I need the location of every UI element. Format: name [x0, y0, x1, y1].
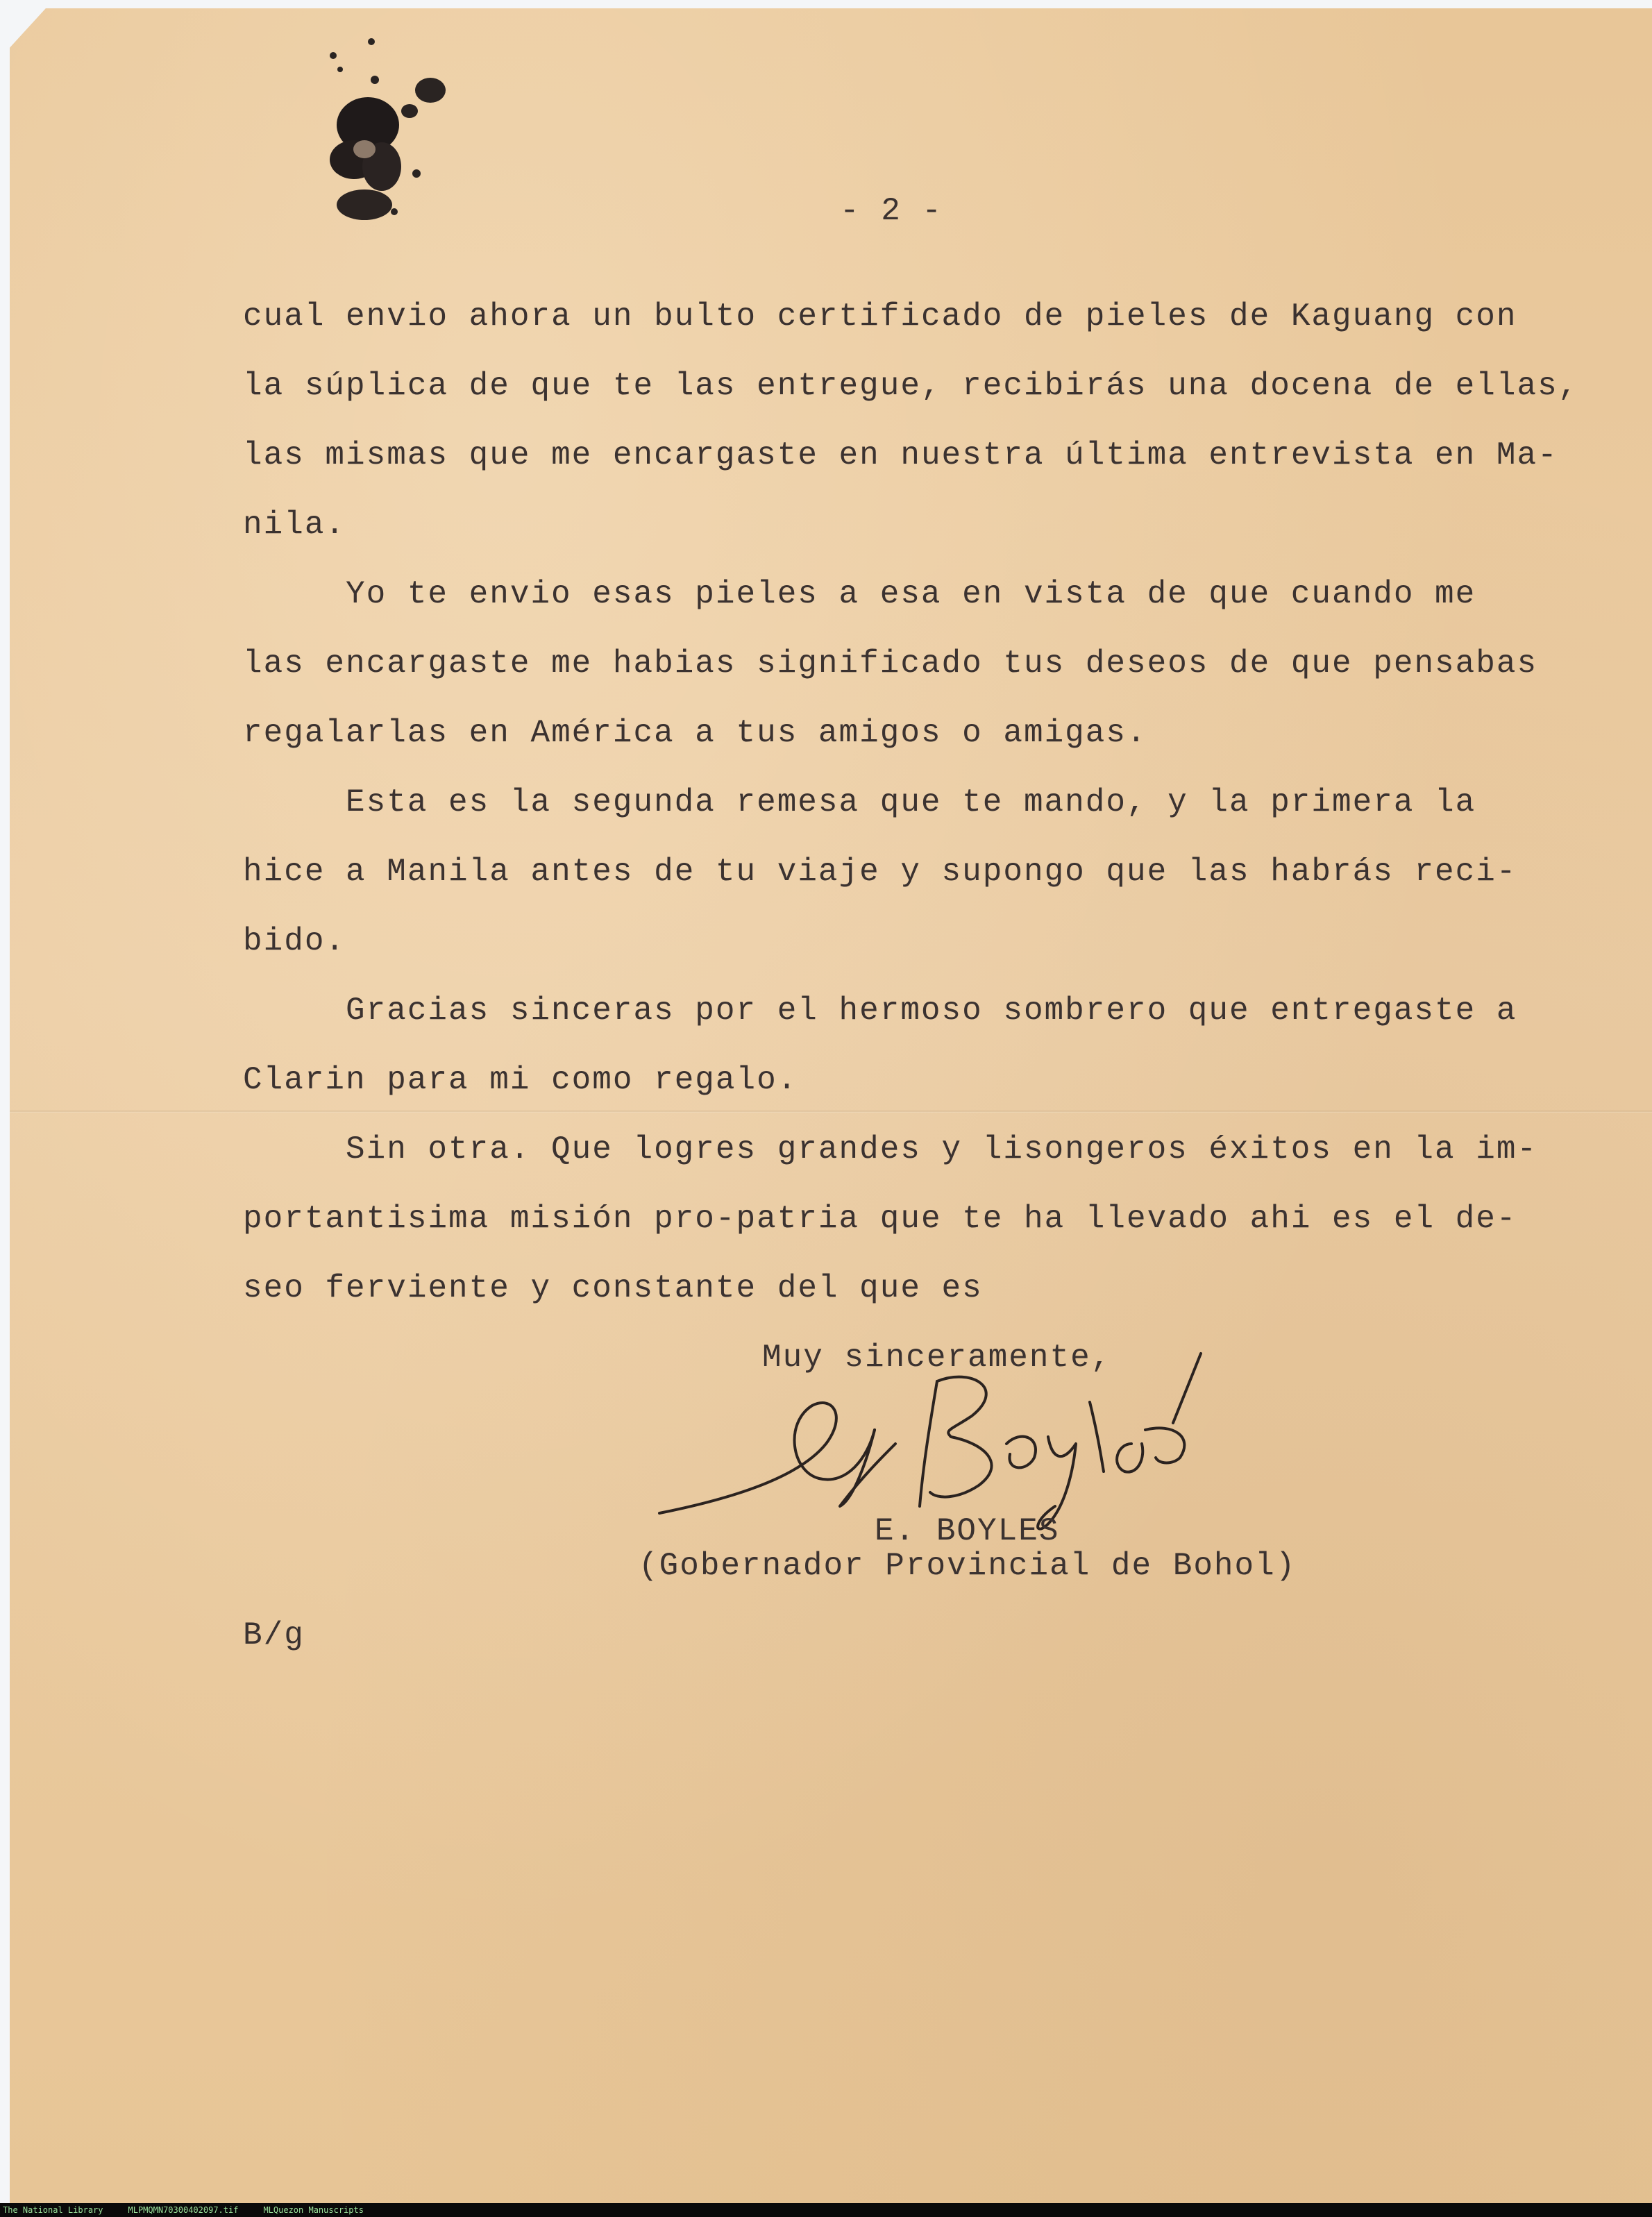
closing-salutation: Muy sinceramente, — [762, 1340, 1112, 1376]
paragraph-4-line-2: Clarin para mi como regalo. — [243, 1062, 798, 1098]
paragraph-4-line-1: Gracias sinceras por el hermoso sombrero que entregaste a — [346, 993, 1517, 1029]
paragraph-5-line-1: Sin otra. Que logres grandes y lisongeros éxitos en la im- — [346, 1131, 1538, 1167]
archive-footer-bar — [0, 2203, 1652, 2217]
footer-filename: MLPMQMN70300402097.tif — [128, 2205, 239, 2215]
signer-name: E. BOYLES — [875, 1513, 1060, 1549]
paragraph-1-line-1: cual envio ahora un bulto certificado de pieles de Kaguang con — [243, 298, 1517, 335]
footer-collection: MLQuezon Manuscripts — [263, 2205, 364, 2215]
paragraph-2-line-1: Yo te envio esas pieles a esa en vista de que cuando me — [346, 576, 1476, 612]
typist-initials: B/g — [243, 1617, 305, 1653]
paragraph-2-line-3: regalarlas en América a tus amigos o amigas. — [243, 715, 1147, 751]
paragraph-1-line-2: la súplica de que te las entregue, recibirás una docena de ellas, — [243, 368, 1579, 404]
paper-sheet — [10, 8, 1652, 2203]
paragraph-5-line-2: portantisima misión pro-patria que te ha llevado ahi es el de- — [243, 1201, 1517, 1237]
footer-library: The National Library — [3, 2205, 103, 2215]
paragraph-5-line-3: seo ferviente y constante del que es — [243, 1270, 983, 1306]
paragraph-3-line-1: Esta es la segunda remesa que te mando, y la primera la — [346, 784, 1476, 820]
paragraph-3-line-2: hice a Manila antes de tu viaje y supongo que las habrás reci- — [243, 854, 1517, 890]
paragraph-1-line-3: las mismas que me encargaste en nuestra última entrevista en Ma- — [243, 437, 1558, 473]
paragraph-2-line-2: las encargaste me habias significado tus deseos de que pensabas — [243, 646, 1538, 682]
page-number: - 2 - — [840, 193, 943, 229]
paragraph-1-line-4: nila. — [243, 507, 346, 543]
signer-title: (Gobernador Provincial de Bohol) — [639, 1548, 1297, 1584]
paper-fold — [10, 1111, 1652, 1113]
paragraph-3-line-3: bido. — [243, 923, 346, 959]
ink-blot-stain — [305, 28, 472, 236]
